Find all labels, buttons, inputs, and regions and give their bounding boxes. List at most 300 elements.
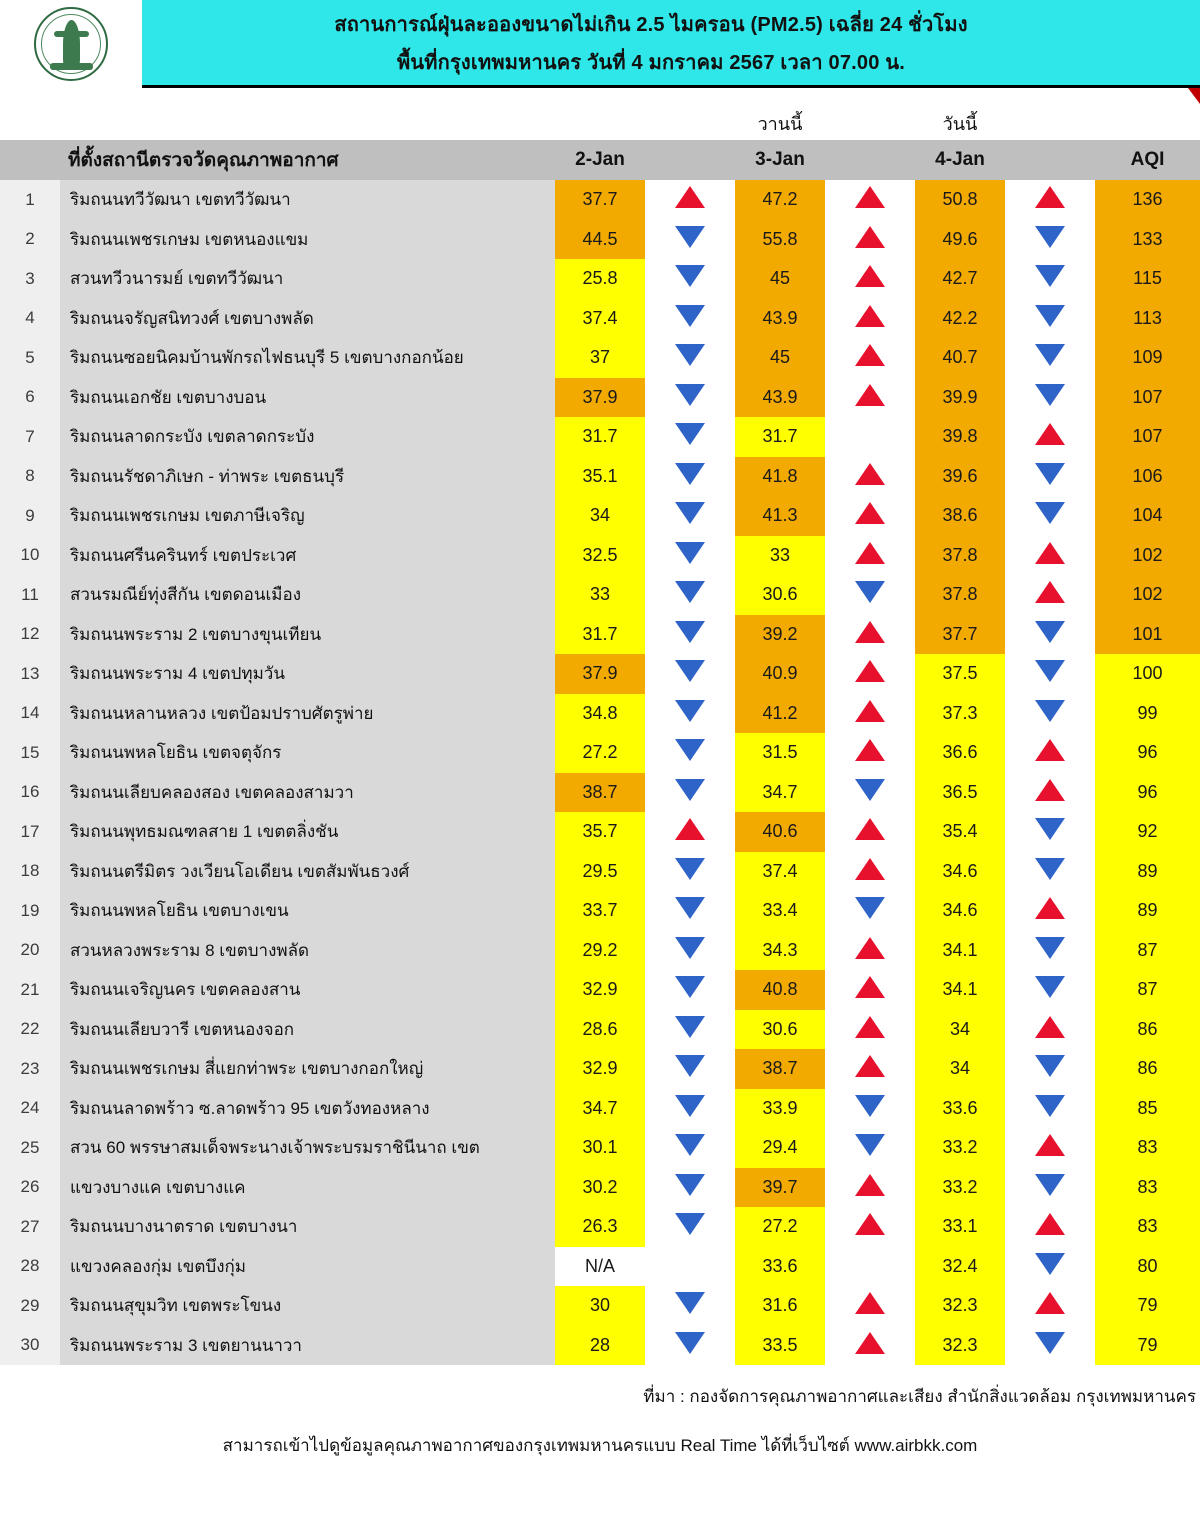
trend-down-icon	[675, 700, 705, 722]
table-row	[0, 378, 1200, 418]
value-4jan: 49.6	[915, 220, 1005, 260]
col-header-date-2jan: 2-Jan	[555, 140, 645, 180]
col-header-index	[0, 140, 60, 180]
trend-up-icon	[1035, 739, 1065, 761]
trend-up-icon	[855, 344, 885, 366]
station-name: ริมถนนพุทธมณฑลสาย 1 เขตตลิ่งชัน	[60, 812, 555, 852]
trend-cell-1	[645, 417, 735, 457]
trend-down-icon	[675, 1332, 705, 1354]
value-aqi: 96	[1095, 773, 1200, 813]
row-index: 20	[0, 931, 60, 971]
value-2jan: 32.9	[555, 970, 645, 1010]
value-3jan: 47.2	[735, 180, 825, 220]
trend-cell-3	[1005, 1049, 1095, 1089]
trend-cell-2	[825, 378, 915, 418]
trend-cell-1	[645, 496, 735, 536]
trend-up-icon	[855, 1292, 885, 1314]
trend-cell-3	[1005, 299, 1095, 339]
value-aqi: 102	[1095, 575, 1200, 615]
trend-cell-2	[825, 733, 915, 773]
trend-down-icon	[855, 581, 885, 603]
trend-cell-3	[1005, 496, 1095, 536]
value-2jan: 33.7	[555, 891, 645, 931]
row-index: 30	[0, 1326, 60, 1366]
table-row	[0, 457, 1200, 497]
trend-down-icon	[1035, 858, 1065, 880]
trend-up-icon	[1035, 423, 1065, 445]
trend-cell-3	[1005, 220, 1095, 260]
value-4jan: 33.1	[915, 1207, 1005, 1247]
trend-cell-1	[645, 259, 735, 299]
trend-down-icon	[1035, 265, 1065, 287]
trend-cell-2	[825, 259, 915, 299]
table-row	[0, 259, 1200, 299]
row-index: 29	[0, 1286, 60, 1326]
col-header-date-4jan: 4-Jan	[915, 140, 1005, 180]
trend-down-icon	[1035, 463, 1065, 485]
report-title-line1: สถานการณ์ฝุ่นละอองขนาดไม่เกิน 2.5 ไมครอน (PM2.5) เฉลี่ย 24 ชั่วโมง	[334, 13, 968, 36]
value-2jan: N/A	[555, 1247, 645, 1287]
row-index: 26	[0, 1168, 60, 1208]
value-4jan: 42.7	[915, 259, 1005, 299]
trend-down-icon	[675, 1134, 705, 1156]
trend-cell-1	[645, 1089, 735, 1129]
row-index: 21	[0, 970, 60, 1010]
trend-down-icon	[855, 1095, 885, 1117]
trend-cell-1	[645, 575, 735, 615]
row-index: 12	[0, 615, 60, 655]
trend-cell-1	[645, 457, 735, 497]
value-3jan: 30.6	[735, 1010, 825, 1050]
trend-down-icon	[855, 897, 885, 919]
station-name: ริมถนนเพชรเกษม สี่แยกท่าพระ เขตบางกอกใหญ่	[60, 1049, 555, 1089]
station-name: แขวงคลองกุ่ม เขตบึงกุ่ม	[60, 1247, 555, 1287]
table-row	[0, 575, 1200, 615]
trend-cell-2	[825, 496, 915, 536]
value-2jan: 27.2	[555, 733, 645, 773]
station-name: สวนหลวงพระราม 8 เขตบางพลัด	[60, 931, 555, 971]
station-name: สวนรมณีย์ทุ่งสีกัน เขตดอนเมือง	[60, 575, 555, 615]
trend-cell-3	[1005, 1010, 1095, 1050]
value-aqi: 113	[1095, 299, 1200, 339]
row-index: 14	[0, 694, 60, 734]
row-index: 24	[0, 1089, 60, 1129]
trend-up-icon	[855, 937, 885, 959]
trend-cell-3	[1005, 970, 1095, 1010]
value-3jan: 55.8	[735, 220, 825, 260]
value-2jan: 33	[555, 575, 645, 615]
value-2jan: 34	[555, 496, 645, 536]
station-name: ริมถนนสุขุมวิท เขตพระโขนง	[60, 1286, 555, 1326]
value-2jan: 31.7	[555, 417, 645, 457]
trend-down-icon	[1035, 621, 1065, 643]
trend-up-icon	[675, 818, 705, 840]
table-row	[0, 852, 1200, 892]
value-3jan: 34.7	[735, 773, 825, 813]
trend-cell-3	[1005, 1247, 1095, 1287]
trend-down-icon	[675, 1174, 705, 1196]
station-name: ริมถนนเอกชัย เขตบางบอน	[60, 378, 555, 418]
value-aqi: 79	[1095, 1286, 1200, 1326]
trend-up-icon	[855, 858, 885, 880]
trend-cell-2	[825, 970, 915, 1010]
trend-down-icon	[1035, 226, 1065, 248]
value-aqi: 109	[1095, 338, 1200, 378]
value-2jan: 28.6	[555, 1010, 645, 1050]
trend-cell-1	[645, 1207, 735, 1247]
trend-down-icon	[675, 937, 705, 959]
value-2jan: 30.2	[555, 1168, 645, 1208]
value-3jan: 41.3	[735, 496, 825, 536]
value-4jan: 42.2	[915, 299, 1005, 339]
value-3jan: 31.7	[735, 417, 825, 457]
trend-up-icon	[855, 463, 885, 485]
trend-cell-2	[825, 694, 915, 734]
value-3jan: 40.8	[735, 970, 825, 1010]
trend-cell-3	[1005, 259, 1095, 299]
value-3jan: 33.6	[735, 1247, 825, 1287]
trend-down-icon	[675, 305, 705, 327]
station-name: ริมถนนพระราม 3 เขตยานนาวา	[60, 1326, 555, 1366]
trend-cell-2	[825, 852, 915, 892]
row-index: 19	[0, 891, 60, 931]
value-4jan: 32.3	[915, 1326, 1005, 1366]
col-header-trend-3	[1005, 140, 1095, 180]
station-name: ริมถนนเลียบคลองสอง เขตคลองสามวา	[60, 773, 555, 813]
trend-up-icon	[1035, 1292, 1065, 1314]
trend-down-icon	[675, 739, 705, 761]
trend-cell-2	[825, 812, 915, 852]
footer-website-text: สามารถเข้าไปดูข้อมูลคุณภาพอากาศของกรุงเทพมหานครแบบ Real Time ได้ที่เว็บไซต์ www.airbkk.com	[222, 1436, 978, 1455]
value-2jan: 32.9	[555, 1049, 645, 1089]
row-index: 15	[0, 733, 60, 773]
trend-down-icon	[1035, 1332, 1065, 1354]
trend-down-icon	[675, 1213, 705, 1235]
table-row	[0, 536, 1200, 576]
trend-down-icon	[675, 502, 705, 524]
station-name: ริมถนนตรีมิตร วงเวียนโอเดียน เขตสัมพันธวงศ์	[60, 852, 555, 892]
value-2jan: 37.4	[555, 299, 645, 339]
trend-down-icon	[1035, 1055, 1065, 1077]
table-row	[0, 1049, 1200, 1089]
trend-cell-2	[825, 1168, 915, 1208]
value-aqi: 83	[1095, 1207, 1200, 1247]
trend-up-icon	[1035, 1016, 1065, 1038]
trend-down-icon	[1035, 1095, 1065, 1117]
trend-up-icon	[855, 1055, 885, 1077]
trend-cell-3	[1005, 812, 1095, 852]
trend-cell-1	[645, 931, 735, 971]
trend-down-icon	[675, 1095, 705, 1117]
trend-cell-3	[1005, 1207, 1095, 1247]
row-index: 4	[0, 299, 60, 339]
value-3jan: 45	[735, 259, 825, 299]
station-name: สวน 60 พรรษาสมเด็จพระนางเจ้าพระบรมราชินีนาถ เขต	[60, 1128, 555, 1168]
trend-cell-1	[645, 1326, 735, 1366]
value-4jan: 37.5	[915, 654, 1005, 694]
value-4jan: 40.7	[915, 338, 1005, 378]
trend-cell-2	[825, 1049, 915, 1089]
value-4jan: 34.1	[915, 931, 1005, 971]
value-aqi: 80	[1095, 1247, 1200, 1287]
trend-down-icon	[1035, 1174, 1065, 1196]
value-4jan: 34.6	[915, 852, 1005, 892]
trend-cell-2	[825, 299, 915, 339]
value-3jan: 33	[735, 536, 825, 576]
value-3jan: 38.7	[735, 1049, 825, 1089]
trend-cell-1	[645, 654, 735, 694]
logo-container	[0, 0, 142, 88]
trend-down-icon	[675, 1055, 705, 1077]
value-4jan: 39.9	[915, 378, 1005, 418]
value-aqi: 92	[1095, 812, 1200, 852]
col-header-aqi: AQI	[1095, 140, 1200, 180]
value-3jan: 33.9	[735, 1089, 825, 1129]
table-row	[0, 812, 1200, 852]
trend-down-icon	[675, 265, 705, 287]
table-row	[0, 970, 1200, 1010]
trend-down-icon	[1035, 305, 1065, 327]
trend-cell-3	[1005, 338, 1095, 378]
table-header-row	[0, 140, 1200, 180]
trend-cell-1	[645, 1049, 735, 1089]
value-4jan: 37.7	[915, 615, 1005, 655]
trend-up-icon	[855, 976, 885, 998]
trend-down-icon	[1035, 344, 1065, 366]
trend-down-icon	[855, 779, 885, 801]
row-index: 1	[0, 180, 60, 220]
trend-down-icon	[1035, 1253, 1065, 1275]
trend-up-icon	[855, 1213, 885, 1235]
trend-up-icon	[855, 226, 885, 248]
trend-cell-3	[1005, 891, 1095, 931]
col-header-trend-1	[645, 140, 735, 180]
trend-up-icon	[675, 186, 705, 208]
trend-cell-1	[645, 1128, 735, 1168]
value-2jan: 30	[555, 1286, 645, 1326]
trend-down-icon	[1035, 384, 1065, 406]
trend-down-icon	[1035, 502, 1065, 524]
row-index: 6	[0, 378, 60, 418]
value-2jan: 28	[555, 1326, 645, 1366]
trend-up-icon	[1035, 779, 1065, 801]
value-aqi: 100	[1095, 654, 1200, 694]
value-2jan: 25.8	[555, 259, 645, 299]
trend-down-icon	[675, 344, 705, 366]
table-row	[0, 220, 1200, 260]
trend-cell-3	[1005, 536, 1095, 576]
value-4jan: 33.2	[915, 1168, 1005, 1208]
station-name: ริมถนนเจริญนคร เขตคลองสาน	[60, 970, 555, 1010]
station-name: ริมถนนบางนาตราด เขตบางนา	[60, 1207, 555, 1247]
station-name: ริมถนนพหลโยธิน เขตจตุจักร	[60, 733, 555, 773]
table-row	[0, 1247, 1200, 1287]
label-yesterday: วานนี้	[757, 114, 803, 134]
table-row	[0, 615, 1200, 655]
value-2jan: 34.8	[555, 694, 645, 734]
value-4jan: 38.6	[915, 496, 1005, 536]
value-2jan: 32.5	[555, 536, 645, 576]
trend-cell-2	[825, 931, 915, 971]
value-3jan: 27.2	[735, 1207, 825, 1247]
value-2jan: 35.7	[555, 812, 645, 852]
trend-cell-2	[825, 1326, 915, 1366]
trend-cell-2	[825, 338, 915, 378]
table-header	[0, 140, 1200, 180]
value-4jan: 33.2	[915, 1128, 1005, 1168]
banner-text-block	[142, 0, 1200, 85]
value-4jan: 34	[915, 1010, 1005, 1050]
value-aqi: 101	[1095, 615, 1200, 655]
value-3jan: 31.6	[735, 1286, 825, 1326]
value-aqi: 83	[1095, 1168, 1200, 1208]
trend-down-icon	[1035, 700, 1065, 722]
station-name: ริมถนนเพชรเกษม เขตหนองแขม	[60, 220, 555, 260]
value-aqi: 133	[1095, 220, 1200, 260]
table-row	[0, 180, 1200, 220]
trend-down-icon	[675, 897, 705, 919]
trend-cell-1	[645, 1247, 735, 1287]
row-index: 16	[0, 773, 60, 813]
trend-down-icon	[675, 1016, 705, 1038]
value-2jan: 34.7	[555, 1089, 645, 1129]
trend-cell-3	[1005, 180, 1095, 220]
trend-up-icon	[1035, 581, 1065, 603]
value-2jan: 26.3	[555, 1207, 645, 1247]
bangkok-seal-icon	[34, 7, 108, 81]
trend-down-icon	[675, 542, 705, 564]
trend-up-icon	[1035, 897, 1065, 919]
pm25-data-table	[0, 140, 1200, 1365]
trend-cell-2	[825, 180, 915, 220]
value-aqi: 87	[1095, 970, 1200, 1010]
row-index: 18	[0, 852, 60, 892]
trend-cell-1	[645, 891, 735, 931]
row-index: 25	[0, 1128, 60, 1168]
value-aqi: 89	[1095, 852, 1200, 892]
value-aqi: 102	[1095, 536, 1200, 576]
value-2jan: 35.1	[555, 457, 645, 497]
value-4jan: 35.4	[915, 812, 1005, 852]
value-4jan: 36.5	[915, 773, 1005, 813]
value-aqi: 86	[1095, 1049, 1200, 1089]
table-row	[0, 1010, 1200, 1050]
row-index: 11	[0, 575, 60, 615]
value-3jan: 29.4	[735, 1128, 825, 1168]
table-row	[0, 1168, 1200, 1208]
trend-up-icon	[855, 621, 885, 643]
trend-cell-3	[1005, 773, 1095, 813]
row-index: 17	[0, 812, 60, 852]
trend-down-icon	[675, 423, 705, 445]
subheader-row	[0, 88, 1200, 140]
value-4jan: 37.8	[915, 536, 1005, 576]
value-4jan: 50.8	[915, 180, 1005, 220]
trend-cell-1	[645, 733, 735, 773]
value-aqi: 86	[1095, 1010, 1200, 1050]
trend-up-icon	[855, 1016, 885, 1038]
table-row	[0, 733, 1200, 773]
value-4jan: 34	[915, 1049, 1005, 1089]
trend-down-icon	[1035, 818, 1065, 840]
value-2jan: 29.2	[555, 931, 645, 971]
station-name: ริมถนนรัชดาภิเษก - ท่าพระ เขตธนบุรี	[60, 457, 555, 497]
trend-down-icon	[855, 1134, 885, 1156]
value-4jan: 33.6	[915, 1089, 1005, 1129]
trend-up-icon	[855, 818, 885, 840]
row-index: 8	[0, 457, 60, 497]
corner-mark-icon	[1188, 88, 1200, 104]
row-index: 28	[0, 1247, 60, 1287]
value-4jan: 36.6	[915, 733, 1005, 773]
value-2jan: 37.9	[555, 654, 645, 694]
trend-down-icon	[675, 858, 705, 880]
station-name: ริมถนนเลียบวารี เขตหนองจอก	[60, 1010, 555, 1050]
value-4jan: 37.3	[915, 694, 1005, 734]
trend-cell-3	[1005, 654, 1095, 694]
row-index: 27	[0, 1207, 60, 1247]
col-header-station: ที่ตั้งสถานีตรวจวัดคุณภาพอากาศ	[60, 140, 555, 180]
station-name: แขวงบางแค เขตบางแค	[60, 1168, 555, 1208]
col-header-trend-2	[825, 140, 915, 180]
value-3jan: 41.8	[735, 457, 825, 497]
trend-cell-3	[1005, 733, 1095, 773]
value-3jan: 43.9	[735, 299, 825, 339]
trend-up-icon	[855, 384, 885, 406]
table-row	[0, 1207, 1200, 1247]
station-name: ริมถนนหลานหลวง เขตป้อมปราบศัตรูพ่าย	[60, 694, 555, 734]
table-row	[0, 1326, 1200, 1366]
trend-cell-1	[645, 694, 735, 734]
row-index: 23	[0, 1049, 60, 1089]
trend-up-icon	[1035, 1134, 1065, 1156]
station-name: ริมถนนเพชรเกษม เขตภาษีเจริญ	[60, 496, 555, 536]
trend-up-icon	[855, 1332, 885, 1354]
trend-down-icon	[1035, 976, 1065, 998]
trend-up-icon	[855, 265, 885, 287]
value-3jan: 37.4	[735, 852, 825, 892]
table-row	[0, 773, 1200, 813]
value-3jan: 30.6	[735, 575, 825, 615]
value-2jan: 31.7	[555, 615, 645, 655]
value-3jan: 33.4	[735, 891, 825, 931]
value-4jan: 32.4	[915, 1247, 1005, 1287]
seal-figure-glyph	[63, 20, 80, 68]
value-4jan: 34.6	[915, 891, 1005, 931]
trend-up-icon	[855, 1174, 885, 1196]
station-name: ริมถนนจรัญสนิทวงศ์ เขตบางพลัด	[60, 299, 555, 339]
row-index: 13	[0, 654, 60, 694]
trend-down-icon	[1035, 937, 1065, 959]
trend-up-icon	[855, 305, 885, 327]
trend-cell-2	[825, 1286, 915, 1326]
footer-block	[0, 1365, 1200, 1459]
table-row	[0, 694, 1200, 734]
trend-down-icon	[675, 384, 705, 406]
trend-up-icon	[1035, 1213, 1065, 1235]
value-aqi: 136	[1095, 180, 1200, 220]
trend-cell-3	[1005, 1128, 1095, 1168]
table-body	[0, 180, 1200, 1365]
trend-cell-2	[825, 615, 915, 655]
value-2jan: 29.5	[555, 852, 645, 892]
table-row	[0, 299, 1200, 339]
trend-cell-3	[1005, 1286, 1095, 1326]
trend-cell-2	[825, 773, 915, 813]
row-index: 7	[0, 417, 60, 457]
trend-cell-1	[645, 220, 735, 260]
value-4jan: 37.8	[915, 575, 1005, 615]
